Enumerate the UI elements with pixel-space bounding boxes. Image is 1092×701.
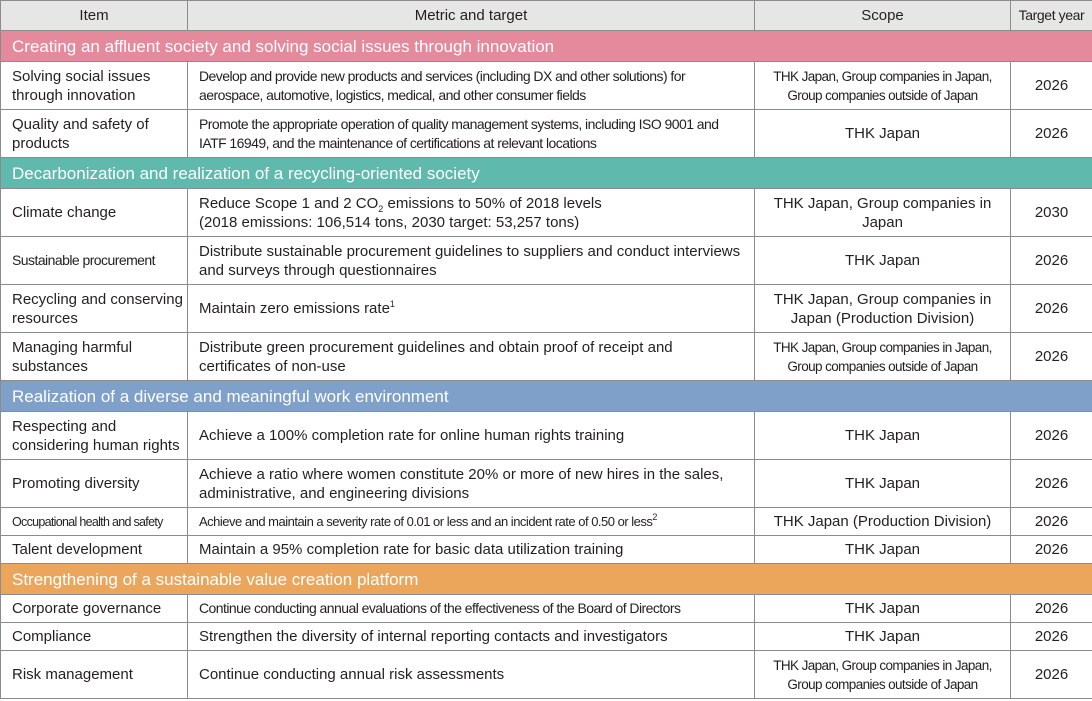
target-year-cell: 2026 <box>1011 460 1092 508</box>
footnote-marker: 1 <box>389 299 395 309</box>
metric-cell <box>188 285 755 333</box>
scope-cell: THK Japan (Production Division) <box>755 508 1011 536</box>
item-text: Occupational health and safety <box>12 514 163 529</box>
target-year-cell: 2030 <box>1011 189 1092 237</box>
table-row <box>1 333 1092 381</box>
item-cell: Corporate governance <box>1 595 188 623</box>
metric-text: Reduce Scope 1 and 2 CO <box>199 194 379 212</box>
scope-text: THK Japan, Group companies in Japan, Group companies outside of Japan <box>773 339 992 374</box>
table-row <box>1 237 1092 285</box>
header-metric: Metric and target <box>188 1 755 31</box>
metric-cell <box>188 189 755 237</box>
scope-cell: THK Japan <box>755 460 1011 508</box>
metric-cell <box>188 62 755 110</box>
item-text: Sustainable procurement <box>12 252 155 268</box>
table-row <box>1 623 1092 651</box>
item-cell: Risk management <box>1 651 188 699</box>
scope-text: THK Japan, Group companies in Japan, Group companies outside of Japan <box>773 657 992 692</box>
target-year-cell: 2026 <box>1011 651 1092 699</box>
table-row <box>1 110 1092 158</box>
item-cell: Compliance <box>1 623 188 651</box>
target-year-cell: 2026 <box>1011 508 1092 536</box>
item-cell: Talent development <box>1 536 188 564</box>
scope-cell: THK Japan, Group companies in Japan (Production Division) <box>755 285 1011 333</box>
header-target-year: Target year <box>1011 1 1092 31</box>
item-cell: Promoting diversity <box>1 460 188 508</box>
header-item: Item <box>1 1 188 31</box>
scope-cell <box>755 62 1011 110</box>
section-header-work-environment <box>1 381 1092 412</box>
section-title: Strengthening of a sustainable value creation platform <box>1 564 1092 595</box>
table-row <box>1 412 1092 460</box>
metric-text: Maintain zero emissions rate <box>199 300 390 317</box>
item-cell: Managing harmful substances <box>1 333 188 381</box>
header-row <box>1 1 1092 31</box>
target-year-cell: 2026 <box>1011 536 1092 564</box>
footnote-marker: 2 <box>652 512 658 522</box>
item-cell: Recycling and conserving resources <box>1 285 188 333</box>
target-year-cell: 2026 <box>1011 62 1092 110</box>
target-year-cell: 2026 <box>1011 595 1092 623</box>
section-header-decarbonization <box>1 158 1092 189</box>
item-cell: Climate change <box>1 189 188 237</box>
metric-cell: Achieve a 100% completion rate for online human rights training <box>188 412 755 460</box>
metric-cell: Continue conducting annual risk assessments <box>188 651 755 699</box>
target-year-cell: 2026 <box>1011 237 1092 285</box>
scope-cell: THK Japan <box>755 412 1011 460</box>
table-row <box>1 651 1092 699</box>
metric-cell <box>188 508 755 536</box>
item-cell: Quality and safety of products <box>1 110 188 158</box>
scope-cell <box>755 651 1011 699</box>
metric-text: Promote the appropriate operation of quality management systems, including ISO 9001 and IATF 16949, and the maintenance of certifications at relevant locations <box>199 115 719 151</box>
item-cell <box>1 237 188 285</box>
scope-cell: THK Japan <box>755 595 1011 623</box>
section-title: Realization of a diverse and meaningful work environment <box>1 381 1092 412</box>
header-scope: Scope <box>755 1 1011 31</box>
scope-cell: THK Japan <box>755 623 1011 651</box>
metric-cell <box>188 595 755 623</box>
item-cell: Solving social issues through innovation <box>1 62 188 110</box>
target-year-cell: 2026 <box>1011 110 1092 158</box>
section-title: Decarbonization and realization of a recycling-oriented society <box>1 158 1092 189</box>
table-row <box>1 508 1092 536</box>
metric-cell: Maintain a 95% completion rate for basic data utilization training <box>188 536 755 564</box>
metric-subscript: 2 <box>378 203 384 214</box>
table-row <box>1 460 1092 508</box>
metric-text: Develop and provide new products and services (including DX and other solutions) for aerospace, automotive, logistics, medical, and other consumer fields <box>199 67 686 103</box>
metric-cell: Achieve a ratio where women constitute 20% or more of new hires in the sales, administrative, and engineering divisions <box>188 460 755 508</box>
scope-cell: THK Japan <box>755 110 1011 158</box>
metric-cell: Distribute sustainable procurement guidelines to suppliers and conduct interviews and surveys through questionnaires <box>188 237 755 285</box>
item-cell: Respecting and considering human rights <box>1 412 188 460</box>
scope-cell: THK Japan <box>755 536 1011 564</box>
target-year-cell: 2026 <box>1011 623 1092 651</box>
metric-text-cont: emissions to 50% of 2018 levels <box>383 194 602 212</box>
metric-text: Achieve and maintain a severity rate of 0.01 or less and an incident rate of 0.50 or less <box>199 514 653 529</box>
target-year-cell: 2026 <box>1011 285 1092 333</box>
section-header-value-creation <box>1 564 1092 595</box>
table-row <box>1 189 1092 237</box>
scope-cell: THK Japan, Group companies in Japan <box>755 189 1011 237</box>
scope-cell <box>755 333 1011 381</box>
target-year-cell: 2026 <box>1011 333 1092 381</box>
scope-cell: THK Japan <box>755 237 1011 285</box>
target-year-cell: 2026 <box>1011 412 1092 460</box>
metric-cell: Strengthen the diversity of internal reporting contacts and investigators <box>188 623 755 651</box>
scope-text: THK Japan, Group companies in Japan, Group companies outside of Japan <box>773 68 992 103</box>
section-title: Creating an affluent society and solving social issues through innovation <box>1 31 1092 62</box>
item-cell <box>1 508 188 536</box>
metric-cell: Distribute green procurement guidelines and obtain proof of receipt and certificates of non-use <box>188 333 755 381</box>
table-row <box>1 595 1092 623</box>
metric-cell <box>188 110 755 158</box>
table-row <box>1 62 1092 110</box>
metric-text-line2: (2018 emissions: 106,514 tons, 2030 target: 53,257 tons) <box>199 213 580 231</box>
section-header-innovation <box>1 31 1092 62</box>
table-row <box>1 536 1092 564</box>
table-row <box>1 285 1092 333</box>
metric-text: Continue conducting annual evaluations of the effectiveness of the Board of Directors <box>199 600 681 616</box>
